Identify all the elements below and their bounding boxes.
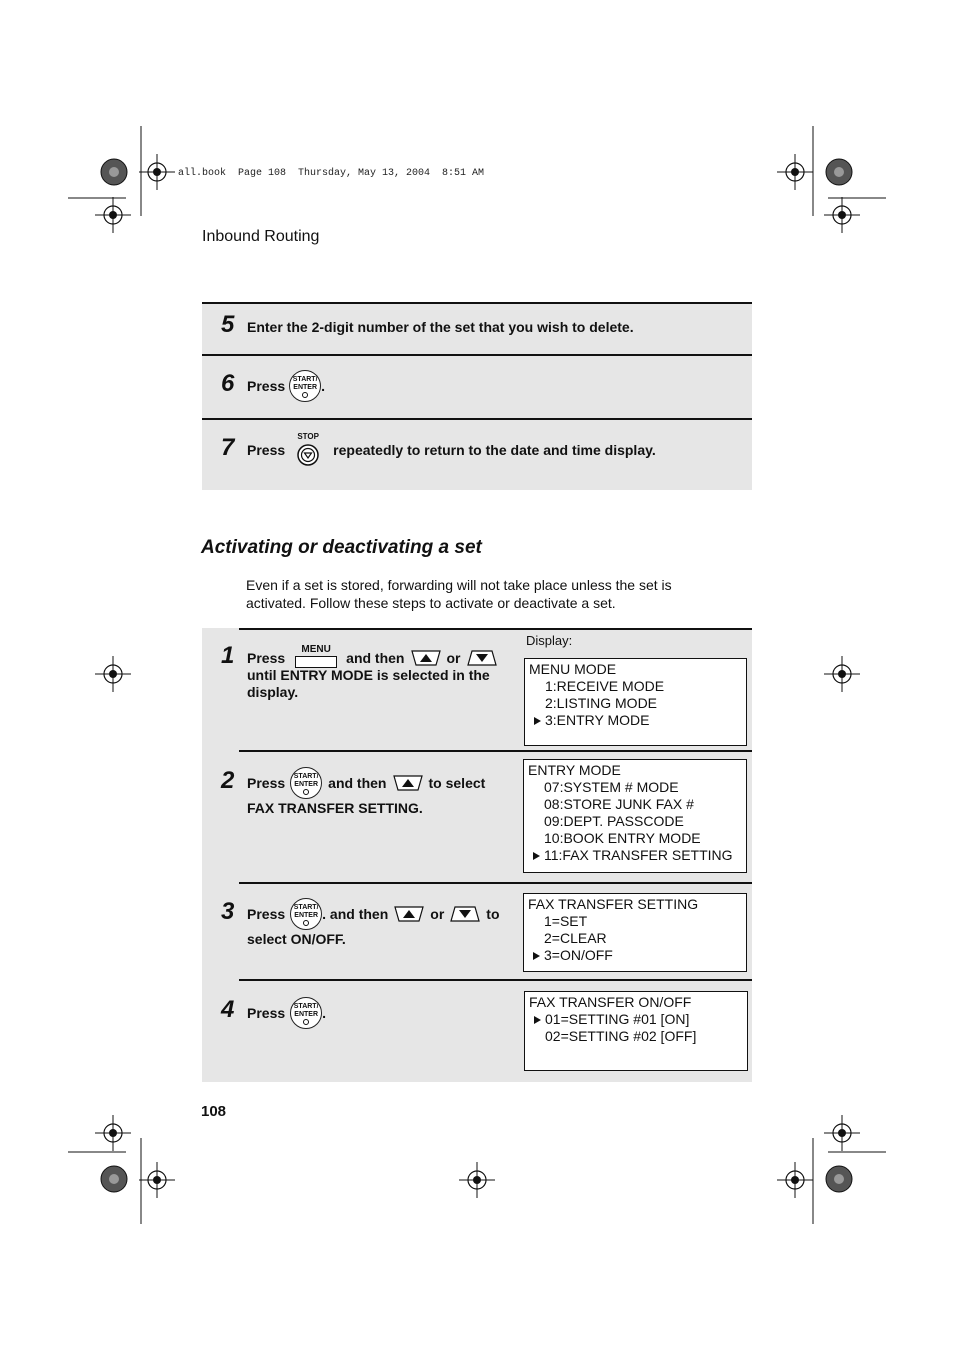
stop-button (293, 433, 323, 467)
start-icon (303, 1019, 309, 1025)
lcd-row: 08:STORE JUNK FAX # (544, 796, 694, 812)
lcd-display (523, 893, 747, 972)
enter-label: ENTER (294, 1011, 319, 1018)
press-label: Press (247, 442, 286, 458)
enter-label: ENTER (294, 912, 319, 919)
step-text: until ENTRY MODE is selected in the display. (247, 667, 490, 700)
period: . (321, 378, 326, 394)
press-label: Press (247, 906, 286, 922)
step-row (247, 369, 325, 403)
up-arrow-key-icon (393, 775, 423, 791)
registration-mark-icon (139, 154, 175, 190)
lcd-row: 1=SET (544, 913, 588, 929)
step-row (247, 433, 656, 467)
start-enter-button (290, 767, 322, 799)
step-number: 6 (221, 370, 235, 397)
start-enter-button (290, 898, 322, 930)
registration-star-icon (101, 1166, 127, 1192)
press-label: Press (247, 378, 286, 394)
registration-mark-icon (95, 656, 131, 692)
press-label: Press (247, 650, 286, 666)
lcd-title: FAX TRANSFER ON/OFF (529, 994, 692, 1010)
enter-label: ENTER (294, 781, 319, 788)
start-icon (302, 392, 308, 398)
registration-star-icon (101, 159, 127, 185)
lcd-row-selected: 01=SETTING #01 [ON] (529, 1011, 747, 1028)
lcd-display (524, 658, 747, 746)
divider (239, 628, 752, 630)
step-text: FAX TRANSFER SETTING. (247, 800, 423, 816)
start-label: START/ (293, 1003, 319, 1010)
and-then-label: . and then (322, 906, 389, 922)
lcd-title: FAX TRANSFER SETTING (528, 896, 699, 912)
section-heading: Activating or deactivating a set (201, 537, 482, 558)
registration-mark-icon (824, 656, 860, 692)
step-text: select ON/OFF. (247, 931, 346, 947)
divider (239, 882, 752, 884)
lcd-row-selected: 3=ON/OFF (528, 947, 746, 964)
registration-mark-icon (95, 1115, 131, 1151)
down-arrow-key-icon (450, 906, 480, 922)
page-number: 108 (201, 1103, 227, 1120)
or-label: or (430, 906, 445, 922)
lcd-row-selected: 11:FAX TRANSFER SETTING (528, 847, 746, 864)
divider (202, 302, 752, 304)
step-row (247, 897, 500, 931)
intro-paragraph: Even if a set is stored, forwarding will not take place unless the set is activated. Follow these steps to activate or deactivate a set. (246, 577, 672, 611)
start-enter-button (289, 370, 321, 402)
up-arrow-key-icon (411, 650, 441, 666)
lcd-row: 02=SETTING #02 [OFF] (545, 1028, 697, 1044)
registration-mark-icon (459, 1162, 495, 1198)
start-icon (303, 789, 309, 795)
section-title: Inbound Routing (202, 228, 320, 245)
lcd-row-selected: 3:ENTRY MODE (529, 712, 746, 729)
press-label: Press (247, 1005, 286, 1021)
step-row (247, 766, 485, 800)
step-number: 3 (221, 898, 235, 925)
display-label: Display: (526, 633, 573, 648)
and-then-label: and then (346, 650, 405, 666)
registration-star-icon (826, 1166, 852, 1192)
step-number: 1 (221, 642, 235, 669)
step-text: Enter the 2-digit number of the set that you wish to delete. (247, 319, 634, 335)
step-number: 4 (221, 996, 235, 1023)
registration-mark-icon (824, 1115, 860, 1151)
divider (202, 418, 752, 420)
registration-mark-icon (777, 154, 813, 190)
lcd-row: 09:DEPT. PASSCODE (544, 813, 684, 829)
lcd-title: MENU MODE (529, 661, 617, 677)
and-then-label: and then (328, 775, 387, 791)
down-arrow-key-icon (467, 650, 497, 666)
stop-label: STOP (297, 432, 319, 441)
to-select-label: to select (428, 775, 486, 791)
period: . (322, 1005, 327, 1021)
start-icon (303, 920, 309, 926)
registration-mark-icon (139, 1162, 175, 1198)
lcd-row: 2=CLEAR (544, 930, 607, 946)
lcd-title: ENTRY MODE (528, 762, 621, 778)
to-label: to (486, 906, 500, 922)
stop-icon (296, 443, 320, 467)
lcd-row: 1:RECEIVE MODE (545, 678, 665, 694)
start-label: START/ (293, 773, 319, 780)
step-row (247, 996, 326, 1030)
up-arrow-key-icon (394, 906, 424, 922)
divider (202, 354, 752, 356)
registration-star-icon (826, 159, 852, 185)
menu-label: MENU (301, 644, 331, 655)
step-number: 5 (221, 311, 235, 338)
start-enter-button (290, 997, 322, 1029)
print-slug: all.book Page 108 Thursday, May 13, 2004 8:51 AM (178, 168, 485, 179)
step-number: 2 (221, 767, 235, 794)
lcd-display (524, 991, 748, 1071)
enter-label: ENTER (293, 384, 318, 391)
or-label: or (446, 650, 461, 666)
start-label: START/ (293, 904, 319, 911)
lcd-row: 07:SYSTEM # MODE (544, 779, 679, 795)
registration-mark-icon (777, 1162, 813, 1198)
registration-mark-icon (824, 197, 860, 233)
step-number: 7 (221, 434, 235, 461)
press-label: Press (247, 775, 286, 791)
start-label: START/ (292, 376, 318, 383)
lcd-row: 10:BOOK ENTRY MODE (544, 830, 701, 846)
registration-mark-icon (95, 197, 131, 233)
lcd-row: 2:LISTING MODE (545, 695, 658, 711)
lcd-display (523, 759, 747, 873)
divider (239, 750, 752, 752)
divider (239, 979, 752, 981)
step-text: repeatedly to return to the date and time display. (333, 442, 656, 458)
